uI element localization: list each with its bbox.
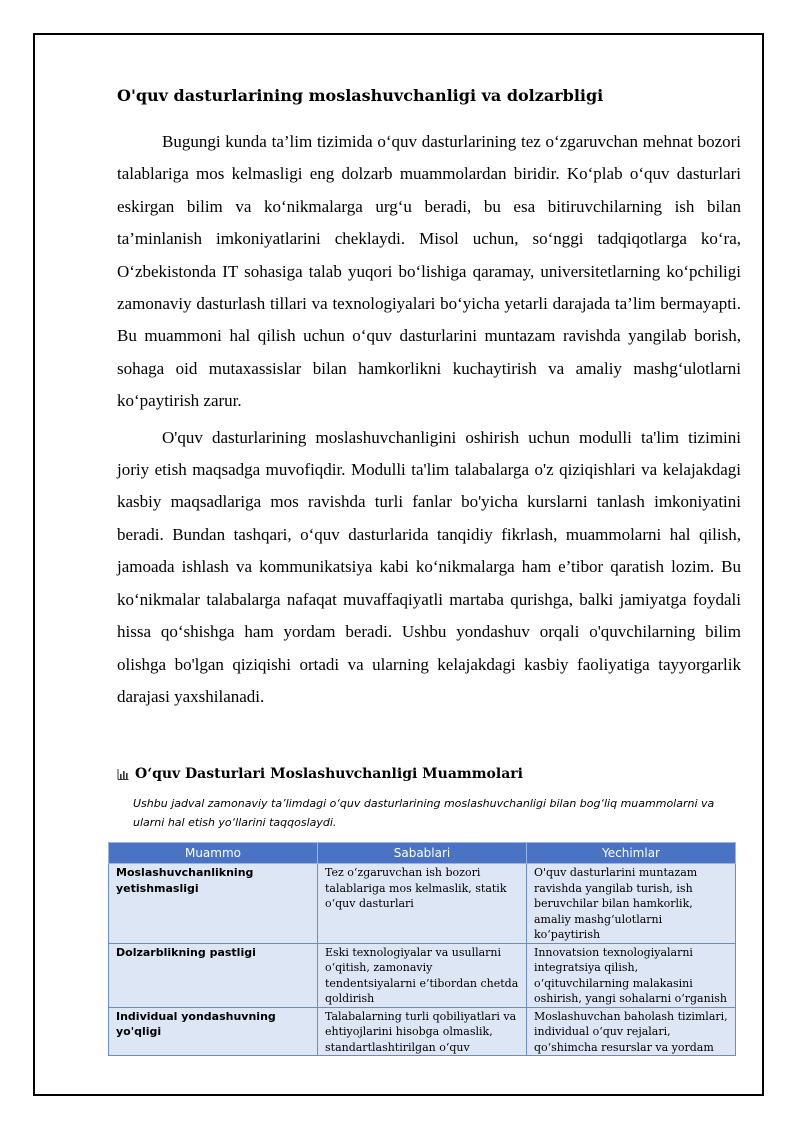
causes-cell: Talabalarning turli qobiliyatlari va ehtiyojlarini hisobga olmaslik, standartlashtirilgan o‘quv bbox=[318, 1007, 527, 1056]
problem-cell: Dolzarblikning pastligi bbox=[109, 943, 318, 1007]
table-row bbox=[109, 943, 736, 1007]
bar-chart-icon bbox=[117, 768, 129, 780]
solutions-cell: O'quv dasturlarini muntazam ravishda yangilab turish, ish beruvchilar bilan hamkorlik, amaliy mashg‘ulotlarni ko‘paytirish bbox=[527, 864, 736, 944]
solutions-cell: Innovatsion texnologiyalarni integratsiya qilish, o‘qituvchilarning malakasini oshirish, yangi sohalarni o‘rganish bbox=[527, 943, 736, 1007]
problem-cell: Individual yondashuvning yo'qligi bbox=[109, 1007, 318, 1056]
causes-cell: Tez o‘zgaruvchan ish bozori talablariga mos kelmaslik, statik o‘quv dasturlari bbox=[318, 864, 527, 944]
header-sabablari: Sabablari bbox=[318, 843, 527, 864]
header-muammo: Muammo bbox=[109, 843, 318, 864]
table-row bbox=[109, 1007, 736, 1056]
table-header-row bbox=[109, 843, 736, 864]
table-title bbox=[117, 766, 523, 782]
solutions-cell: Moslashuvchan baholash tizimlari, individual o‘quv rejalari, qo‘shimcha resurslar va yordam bbox=[527, 1007, 736, 1056]
problem-cell: Moslashuvchanlikning yetishmasligi bbox=[109, 864, 318, 944]
table-row bbox=[109, 864, 736, 944]
section-heading: O'quv dasturlarining moslashuvchanligi va dolzarbligi bbox=[117, 86, 604, 105]
table-caption: Ushbu jadval zamonaviy ta’limdagi o‘quv dasturlarining moslashuvchanligi bilan bog‘liq muammolarni va ularni hal etish yo‘llarini taqqoslaydi. bbox=[133, 797, 715, 829]
header-yechimlar: Yechimlar bbox=[527, 843, 736, 864]
paragraph-1: Bugungi kunda ta’lim tizimida o‘quv dasturlarining tez o‘zgaruvchan mehnat bozori talablariga mos kelmasligi eng dolzarb muammolardan biridir. Ko‘plab o‘quv dasturlari eskirgan bilim va ko‘nikmalarga urg‘u beradi, bu esa bitiruvchilarning ish bilan ta’minlanish imkoniyatlarini cheklaydi. Misol uchun, so‘nggi tadqiqotlarga ko‘ra, O‘zbekistonda IT sohasiga talab yuqori bo‘lishiga qaramay, universitetlarning ko‘pchiligi zamonaviy dasturlash tillari va texnologiyalari bo‘yicha yetarli darajada ta’lim bermayapti. Bu muammoni hal qilish uchun o‘quv dasturlarini muntazam ravishda yangilab borish, sohaga oid mutaxassislar bilan hamkorlikni kuchaytirish va amaliy mashg‘ulotlarni ko‘paytirish zarur. bbox=[117, 132, 741, 411]
causes-cell: Eski texnologiyalar va usullarni o‘qitish, zamonaviy tendentsiyalarni e’tibordan chetda qoldirish bbox=[318, 943, 527, 1007]
document-body bbox=[117, 84, 741, 713]
paragraph-2: O'quv dasturlarining moslashuvchanligini oshirish uchun modulli ta'lim tizimini joriy etish maqsadga muvofiqdir. Modulli ta'lim talabalarga o'z qiziqishlari va kelajakdagi kasbiy maqsadlariga mos ravishda turli fanlar bo'yicha kurslarni tanlash imkoniyatini beradi. Bundan tashqari, o‘quv dasturlarida tanqidiy fikrlash, muammolarni hal qilish, jamoada ishlash va kommunikatsiya kabi ko‘nikmalarga ham e’tibor qaratish lozim. Bu ko‘nikmalar talabalarga nafaqat muvaffaqiyatli martaba qurishga, balki jamiyatga foydali hissa qo‘shishga ham yordam beradi. Ushbu yondashuv orqali o'quvchilarning bilim olishga bo'lgan qiziqishi ortadi va ularning kelajakdagi kasbiy faoliyatiga tayyorgarlik darajasi yaxshilanadi. bbox=[117, 427, 741, 706]
table-title-text: O‘quv Dasturlari Moslashuvchanligi Muammolari bbox=[135, 766, 523, 782]
comparison-table bbox=[108, 842, 736, 1056]
